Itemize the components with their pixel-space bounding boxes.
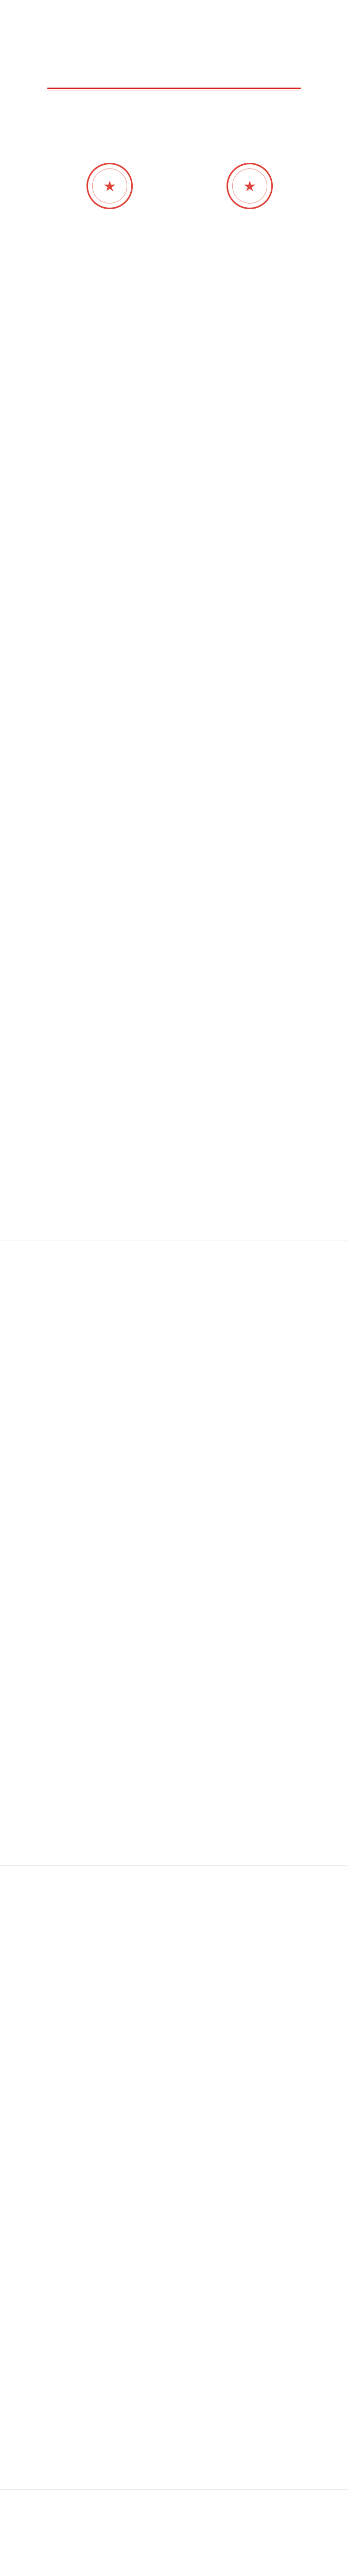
page-separator — [0, 2489, 348, 2490]
seal-left — [86, 163, 133, 209]
masthead-rule-thick — [47, 88, 301, 89]
page-separator — [0, 1865, 348, 1866]
seal-ring — [232, 168, 267, 204]
seal-star-icon: ★ — [243, 177, 256, 195]
seal-right — [227, 163, 273, 209]
seal-ring — [92, 168, 127, 204]
masthead — [0, 0, 348, 124]
seal-star-icon: ★ — [103, 177, 116, 195]
